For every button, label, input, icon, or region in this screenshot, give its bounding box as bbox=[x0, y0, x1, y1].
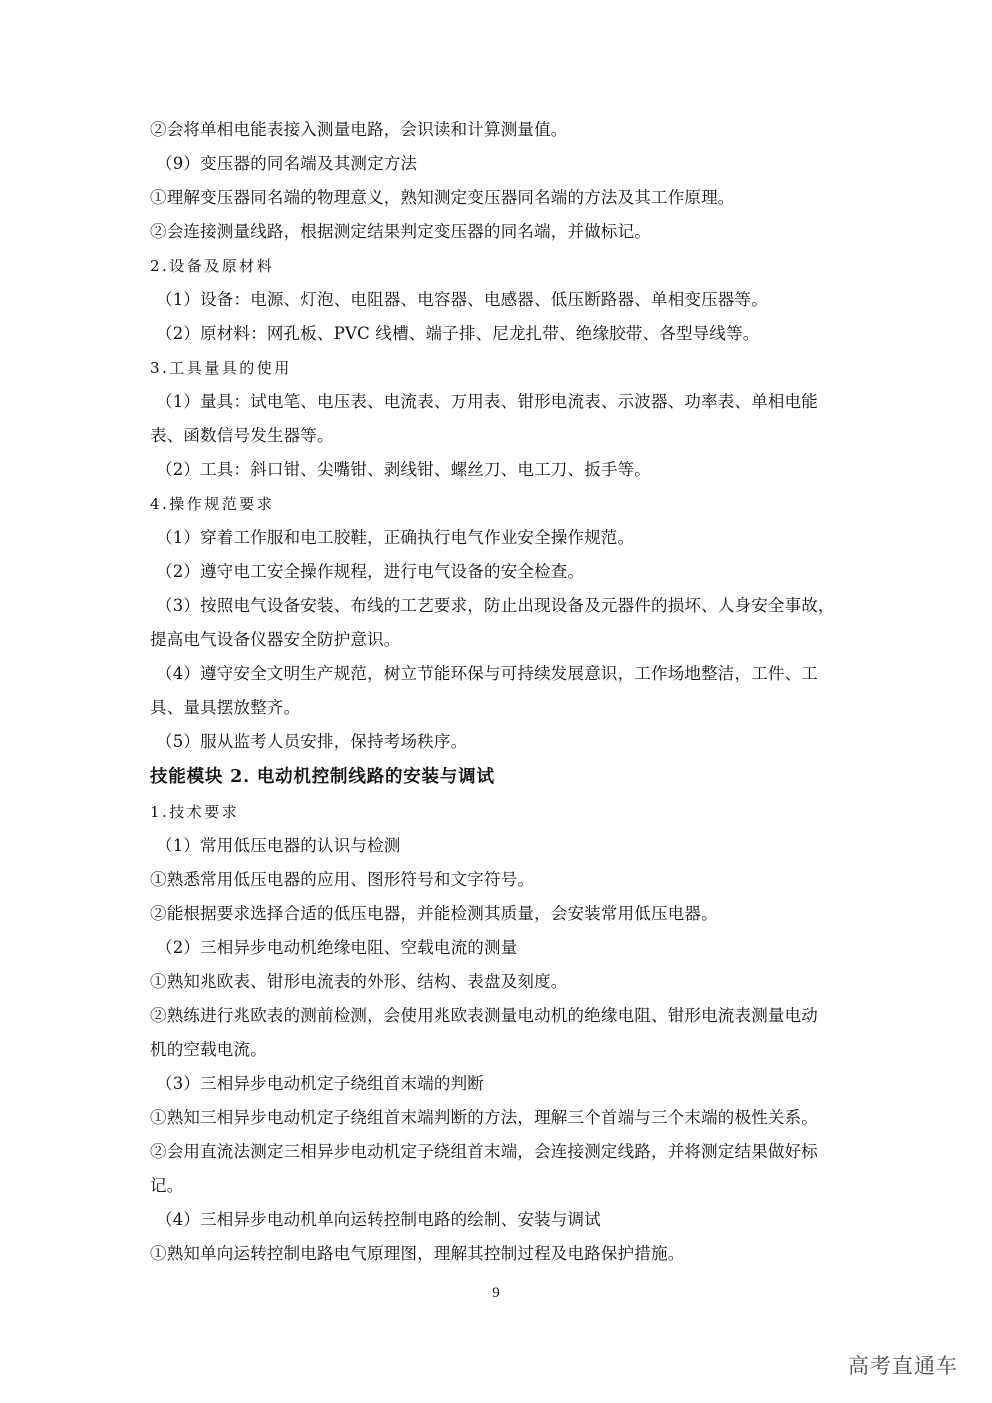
list-item-line: （1）量具：试电笔、电压表、电流表、万用表、钳形电流表、示波器、功率表、单相电能 bbox=[156, 392, 818, 411]
page-number: 9 bbox=[492, 1285, 500, 1301]
document-body bbox=[150, 113, 850, 1271]
list-item-line: （1）设备：电源、灯泡、电阻器、电容器、电感器、低压断路器、单相变压器等。 bbox=[156, 290, 768, 309]
list-item-line: （2）三相异步电动机绝缘电阻、空载电流的测量 bbox=[156, 938, 518, 957]
text-line: ②会连接测量线路，根据测定结果判定变压器的同名端，并做标记。 bbox=[150, 222, 651, 241]
section-heading: 4.操作规范要求 bbox=[150, 495, 275, 513]
list-item-line: （4）遵守安全文明生产规范，树立节能环保与可持续发展意识，工作场地整洁，工件、工 bbox=[156, 664, 818, 683]
watermark-logo: 高考直通车 bbox=[848, 1354, 958, 1378]
text-line: ①熟悉常用低压电器的应用、图形符号和文字符号。 bbox=[150, 870, 535, 889]
list-item-line: （1）常用低压电器的认识与检测 bbox=[156, 836, 401, 855]
list-item-line: （2）工具：斜口钳、尖嘴钳、剥线钳、螺丝刀、电工刀、扳手等。 bbox=[156, 460, 651, 479]
text-line: 机的空载电流。 bbox=[150, 1040, 267, 1059]
text-line: 具、量具摆放整齐。 bbox=[150, 698, 301, 717]
list-item-line: （9）变压器的同名端及其测定方法 bbox=[156, 154, 418, 173]
section-heading: 3.工具量具的使用 bbox=[150, 359, 292, 377]
text-line: 提高电气设备仪器安全防护意识。 bbox=[150, 630, 401, 649]
text-line: ②会将单相电能表接入测量电路，会识读和计算测量值。 bbox=[150, 120, 568, 139]
module-heading: 技能模块 2. 电动机控制线路的安装与调试 bbox=[150, 767, 495, 787]
text-line: ①熟知三相异步电动机定子绕组首末端判断的方法，理解三个首端与三个末端的极性关系。 bbox=[150, 1108, 818, 1127]
text-line: 表、函数信号发生器等。 bbox=[150, 426, 334, 445]
section-heading: 2.设备及原材料 bbox=[150, 257, 275, 275]
text-line: ②熟练进行兆欧表的测前检测，会使用兆欧表测量电动机的绝缘电阻、钳形电流表测量电动 bbox=[150, 1006, 818, 1025]
list-item-line: （3）按照电气设备安装、布线的工艺要求，防止出现设备及元器件的损坏、人身安全事故， bbox=[156, 596, 835, 615]
text-line: ①熟知兆欧表、钳形电流表的外形、结构、表盘及刻度。 bbox=[150, 972, 568, 991]
text-line: ②会用直流法测定三相异步电动机定子绕组首末端，会连接测定线路，并将测定结果做好标 bbox=[150, 1142, 818, 1161]
list-item-line: （5）服从监考人员安排，保持考场秩序。 bbox=[156, 732, 468, 751]
section-heading: 1.技术要求 bbox=[150, 803, 240, 821]
text-line: ①熟知单向运转控制电路电气原理图，理解其控制过程及电路保护措施。 bbox=[150, 1244, 685, 1263]
list-item-line: （1）穿着工作服和电工胶鞋，正确执行电气作业安全操作规范。 bbox=[156, 528, 635, 547]
text-line: ①理解变压器同名端的物理意义，熟知测定变压器同名端的方法及其工作原理。 bbox=[150, 188, 735, 207]
list-item-line: （4）三相异步电动机单向运转控制电路的绘制、安装与调试 bbox=[156, 1210, 601, 1229]
list-item-line: （2）原材料：网孔板、PVC 线槽、端子排、尼龙扎带、绝缘胶带、各型导线等。 bbox=[156, 324, 760, 343]
list-item-line: （2）遵守电工安全操作规程，进行电气设备的安全检查。 bbox=[156, 562, 585, 581]
list-item-line: （3）三相异步电动机定子绕组首末端的判断 bbox=[156, 1074, 484, 1093]
text-line: ②能根据要求选择合适的低压电器，并能检测其质量，会安装常用低压电器。 bbox=[150, 904, 718, 923]
text-line: 记。 bbox=[150, 1176, 184, 1195]
